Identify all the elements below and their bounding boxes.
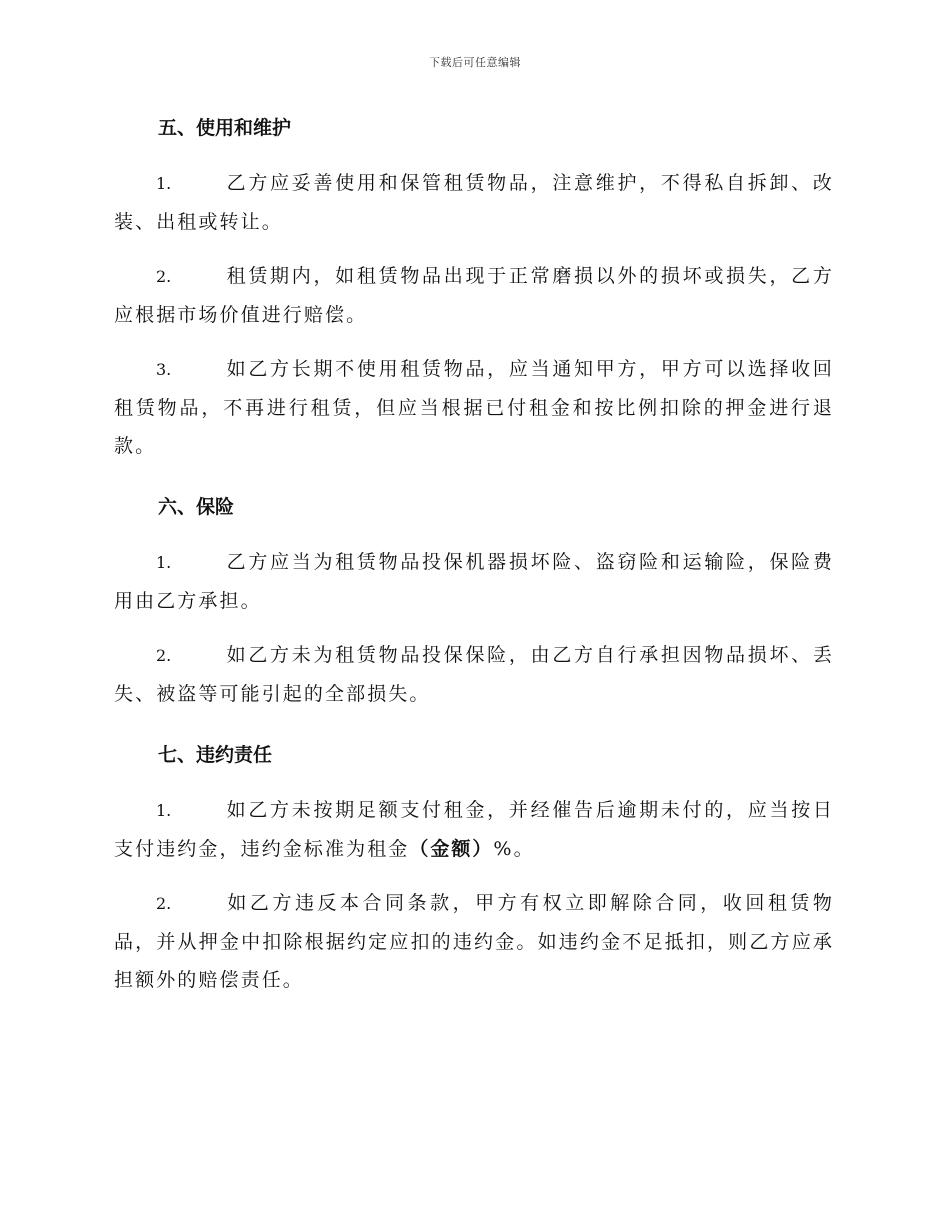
clause-number: 1. (156, 801, 172, 820)
clause-5-1 (114, 164, 834, 241)
clause-number: 2. (156, 646, 172, 665)
clause-text: 如乙方未为租赁物品投保保险，由乙方自行承担因物品损坏、丢失、被盗等可能引起的全部损失。 (114, 644, 834, 705)
clause-6-1 (114, 543, 834, 620)
clause-6-2 (114, 636, 834, 713)
clause-text: 乙方应妥善使用和保管租赁物品，注意维护，不得私自拆卸、改装、出租或转让。 (114, 172, 834, 233)
section-heading-breach-liability: 七、违约责任 (158, 744, 273, 766)
clause-text-suffix: %。 (493, 838, 535, 860)
clause-number: 2. (156, 267, 172, 286)
clause-number: 2. (156, 894, 172, 913)
section-heading-insurance: 六、保险 (158, 496, 235, 518)
clause-text: 如乙方未按期足额支付租金，并经催告后逾期未付的，应当按日支付违约金，违约金标准为租金 (114, 799, 834, 860)
clause-number: 3. (156, 360, 172, 379)
clause-5-3 (114, 350, 834, 465)
clause-text: 如乙方违反本合同条款，甲方有权立即解除合同，收回租赁物品，并从押金中扣除根据约定应扣的违约金。如违约金不足抵扣，则乙方应承担额外的赔偿责任。 (114, 892, 834, 991)
page-header-note: 下载后可任意编辑 (429, 56, 521, 69)
clause-text: 租赁期内，如租赁物品出现于正常磨损以外的损坏或损失，乙方应根据市场价值进行赔偿。 (114, 265, 834, 326)
section-heading-use-maintenance: 五、使用和维护 (158, 117, 292, 139)
clause-number: 1. (156, 174, 172, 193)
clause-text: 如乙方长期不使用租赁物品，应当通知甲方，甲方可以选择收回租赁物品，不再进行租赁，但应当根据已付租金和按比例扣除的押金进行退款。 (114, 358, 834, 457)
clause-7-1 (114, 791, 834, 868)
clause-number: 1. (156, 553, 172, 572)
clause-7-2 (114, 884, 834, 999)
amount-placeholder: （金额） (409, 838, 494, 860)
clause-5-2 (114, 257, 834, 334)
clause-text: 乙方应当为租赁物品投保机器损坏险、盗窃险和运输险，保险费用由乙方承担。 (114, 551, 834, 612)
document-body (114, 108, 834, 999)
